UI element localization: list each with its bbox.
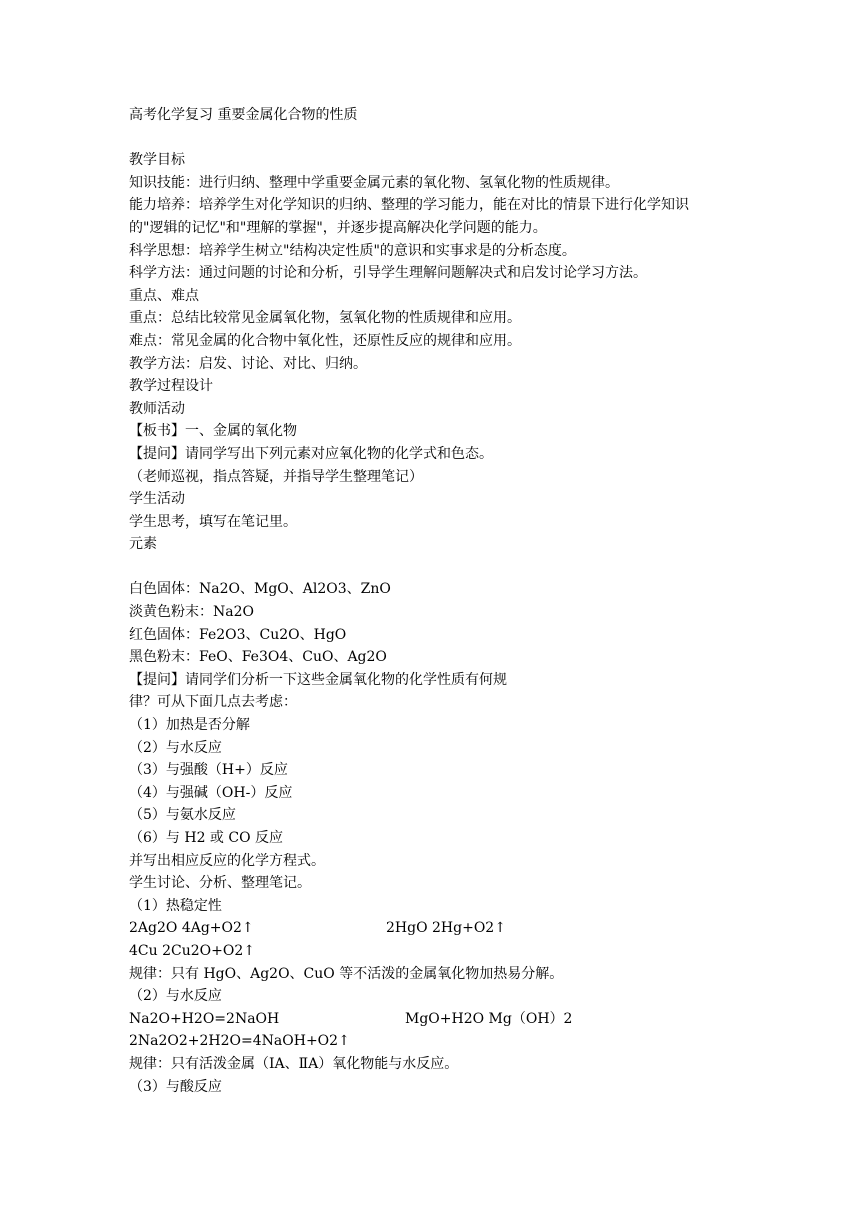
rule-text: 规律：只有 HgO、Ag2O、CuO 等不活泼的金属氧化物加热易分解。 bbox=[129, 965, 564, 982]
text-line: 【板书】一、金属的氧化物 bbox=[129, 423, 297, 440]
document-page bbox=[129, 104, 739, 1098]
equation: 2HgO 2Hg+O2↑ bbox=[386, 920, 506, 937]
rule-text: 规律：只有活泼金属（ⅠA、ⅡA）氧化物能与水反应。 bbox=[129, 1055, 459, 1072]
text-line: （1）热稳定性 bbox=[129, 897, 222, 914]
text-line: （4）与强碱（OH-）反应 bbox=[129, 784, 293, 801]
equation-row bbox=[129, 917, 739, 940]
text-line: （5）与氨水反应 bbox=[129, 807, 236, 824]
text-line: 淡黄色粉末：Na2O bbox=[129, 604, 254, 621]
text-line: 红色固体：Fe2O3、Cu2O、HgO bbox=[129, 626, 347, 643]
text-line: 教师活动 bbox=[129, 400, 185, 417]
text-line: 【提问】请同学们分析一下这些金属氧化物的化学性质有何规 bbox=[129, 671, 507, 688]
text-line: 重点、难点 bbox=[129, 287, 199, 304]
text-line: 难点：常见金属的化合物中氧化性，还原性反应的规律和应用。 bbox=[129, 332, 521, 349]
text-line: 【提问】请同学写出下列元素对应氧化物的化学式和色态。 bbox=[129, 445, 493, 462]
text-line: 教学过程设计 bbox=[129, 378, 213, 395]
document-title: 高考化学复习 重要金属化合物的性质 bbox=[129, 107, 358, 123]
equation: 2Ag2O 4Ag+O2↑ bbox=[129, 920, 254, 937]
text-line: 学生讨论、分析、整理笔记。 bbox=[129, 875, 311, 892]
text-line: （1）加热是否分解 bbox=[129, 717, 250, 734]
text-line: （6）与 H2 或 CO 反应 bbox=[129, 830, 284, 846]
text-line: 学生思考，填写在笔记里。 bbox=[129, 513, 297, 530]
text-line: 教学方法：启发、讨论、对比、归纳。 bbox=[129, 355, 367, 372]
text-line: （老师巡视，指点答疑，并指导学生整理笔记） bbox=[129, 468, 423, 485]
equation: MgO+H2O Mg（OH）2 bbox=[405, 1010, 573, 1027]
text-line: 律？可从下面几点去考虑： bbox=[129, 694, 297, 711]
equation: 2Na2O2+2H2O=4NaOH+O2↑ bbox=[129, 1033, 350, 1050]
text-line: （2）与水反应 bbox=[129, 739, 222, 756]
blank-line bbox=[129, 127, 739, 150]
equation: Na2O+H2O=2NaOH bbox=[129, 1010, 280, 1027]
text-line: 教学目标 bbox=[129, 152, 185, 169]
blank-line bbox=[129, 556, 739, 579]
equation: 4Cu 2Cu2O+O2↑ bbox=[129, 942, 255, 959]
text-line: 元素 bbox=[129, 536, 157, 553]
text-line: 科学方法：通过问题的讨论和分析，引导学生理解问题解决式和启发讨论学习方法。 bbox=[129, 265, 647, 282]
text-line: 知识技能：进行归纳、整理中学重要金属元素的氧化物、氢氧化物的性质规律。 bbox=[129, 174, 619, 191]
section-heading: （2）与水反应 bbox=[129, 988, 222, 1005]
text-line: 重点：总结比较常见金属氧化物，氢氧化物的性质规律和应用。 bbox=[129, 310, 521, 327]
text-line: 白色固体：Na2O、MgO、Al2O3、ZnO bbox=[129, 581, 391, 598]
text-line: 能力培养：培养学生对化学知识的归纳、整理的学习能力，能在对比的情景下进行化学知识 bbox=[129, 197, 689, 214]
text-line: 的"逻辑的记忆"和"理解的掌握"，并逐步提高解决化学问题的能力。 bbox=[129, 219, 547, 236]
text-line: 学生活动 bbox=[129, 491, 185, 508]
equation-row bbox=[129, 1008, 739, 1031]
text-line: 并写出相应反应的化学方程式。 bbox=[129, 852, 325, 869]
section-heading: （3）与酸反应 bbox=[129, 1078, 222, 1095]
text-line: 科学思想：培养学生树立"结构决定性质"的意识和实事求是的分析态度。 bbox=[129, 242, 576, 259]
text-line: 黑色粉末：FeO、Fe3O4、CuO、Ag2O bbox=[129, 649, 387, 666]
text-line: （3）与强酸（H+）反应 bbox=[129, 762, 288, 779]
